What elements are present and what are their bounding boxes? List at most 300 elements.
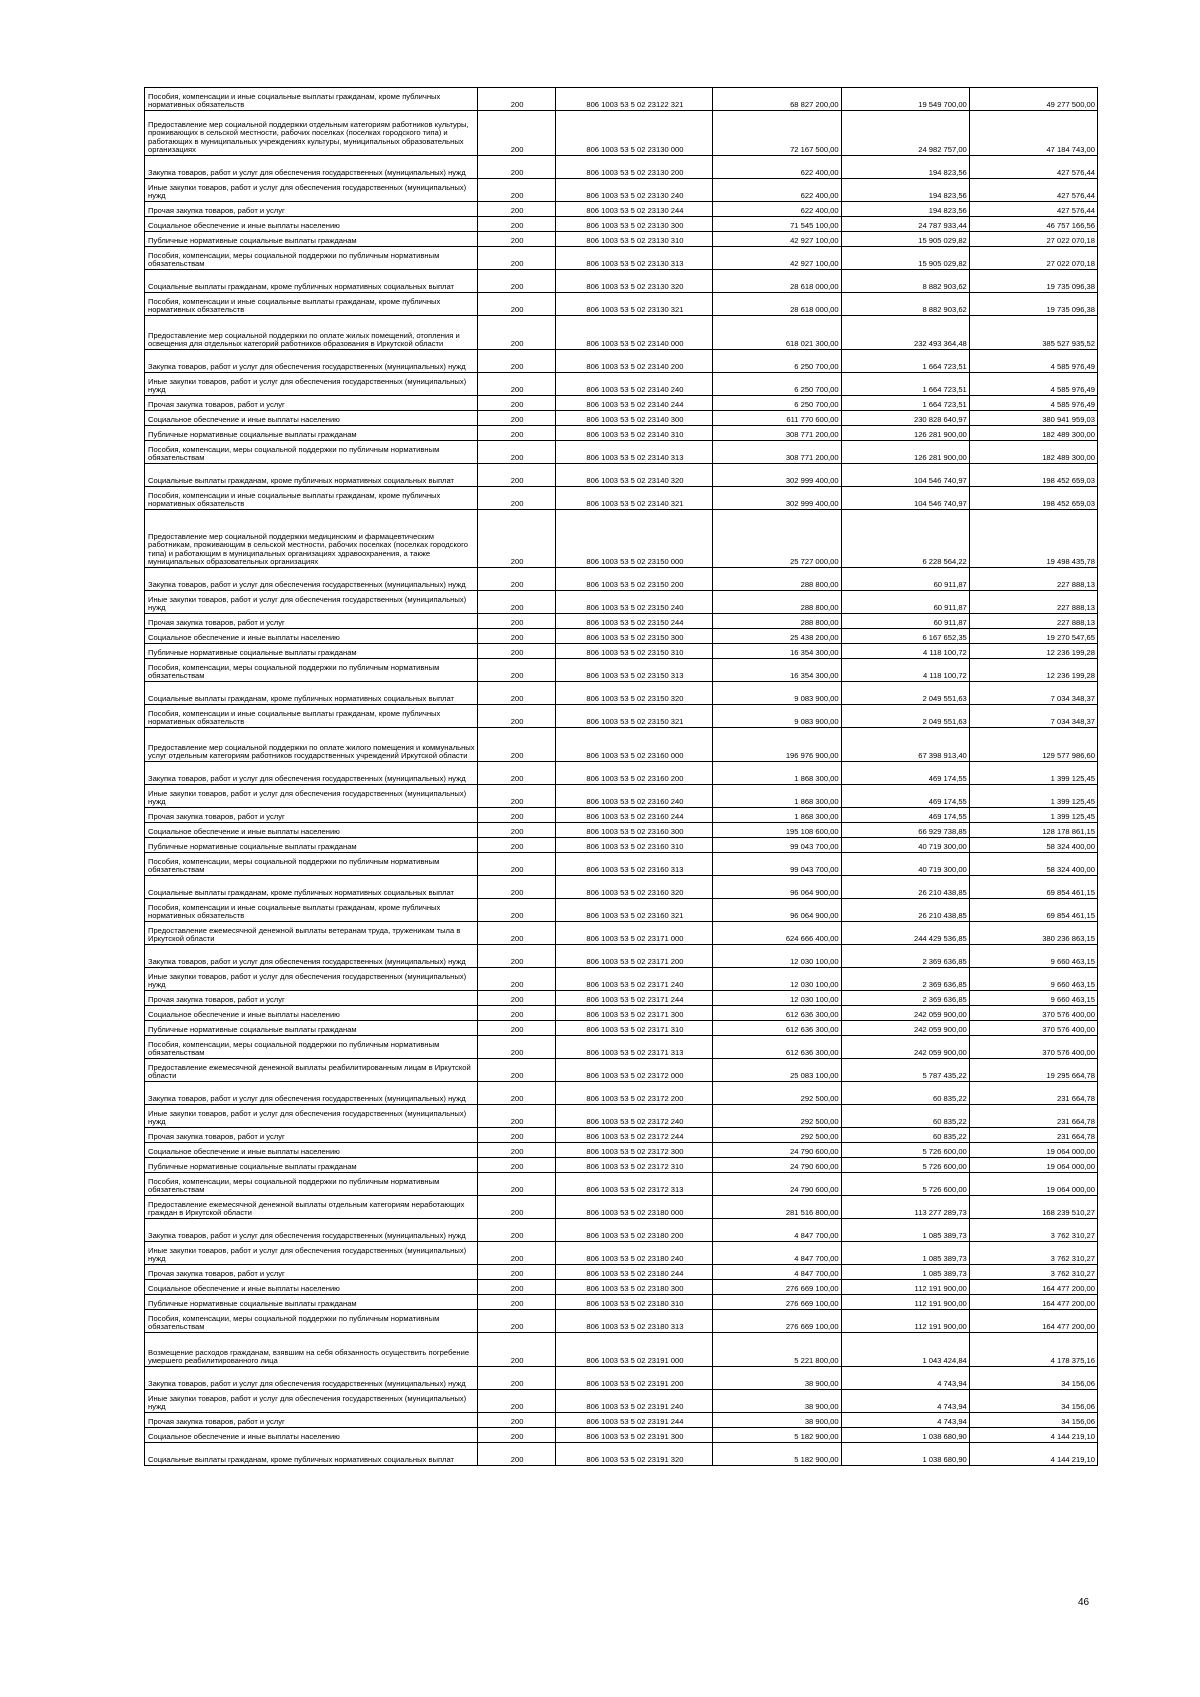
cell-line-code: 200 [477, 156, 556, 179]
cell-line-code: 200 [477, 350, 556, 373]
table-row [145, 785, 1098, 808]
cell-budget-code: 806 1003 53 5 02 23180 310 [556, 1295, 713, 1310]
cell-line-code: 200 [477, 823, 556, 838]
cell-line-code: 200 [477, 510, 556, 568]
cell-line-code: 200 [477, 111, 556, 156]
table-row [145, 1059, 1098, 1082]
cell-unexecuted-amount: 4 144 219,10 [969, 1443, 1097, 1466]
cell-budget-code: 806 1003 53 5 02 23140 310 [556, 426, 713, 441]
cell-unexecuted-amount: 182 489 300,00 [969, 426, 1097, 441]
cell-name: Иные закупки товаров, работ и услуг для обеспечения государственных (муниципальных) нужд [145, 1105, 478, 1128]
cell-line-code: 200 [477, 1128, 556, 1143]
cell-executed-amount: 1 085 389,73 [841, 1265, 969, 1280]
cell-budget-code: 806 1003 53 5 02 23191 320 [556, 1443, 713, 1466]
table-row [145, 682, 1098, 705]
cell-name: Предоставление ежемесячной денежной выплаты реабилитированным лицам в Иркутской области [145, 1059, 478, 1082]
cell-executed-amount: 1 664 723,51 [841, 350, 969, 373]
cell-approved-amount: 1 868 300,00 [713, 808, 841, 823]
cell-line-code: 200 [477, 217, 556, 232]
cell-executed-amount: 1 043 424,84 [841, 1333, 969, 1367]
cell-name: Закупка товаров, работ и услуг для обеспечения государственных (муниципальных) нужд [145, 1082, 478, 1105]
cell-unexecuted-amount: 19 735 096,38 [969, 270, 1097, 293]
cell-executed-amount: 1 038 680,90 [841, 1443, 969, 1466]
cell-approved-amount: 1 868 300,00 [713, 785, 841, 808]
cell-unexecuted-amount: 19 064 000,00 [969, 1143, 1097, 1158]
cell-name: Иные закупки товаров, работ и услуг для обеспечения государственных (муниципальных) нужд [145, 179, 478, 202]
cell-name: Иные закупки товаров, работ и услуг для обеспечения государственных (муниципальных) нужд [145, 785, 478, 808]
cell-line-code: 200 [477, 922, 556, 945]
cell-approved-amount: 288 800,00 [713, 614, 841, 629]
cell-name: Публичные нормативные социальные выплаты гражданам [145, 1158, 478, 1173]
cell-unexecuted-amount: 34 156,06 [969, 1390, 1097, 1413]
cell-unexecuted-amount: 19 064 000,00 [969, 1173, 1097, 1196]
cell-line-code: 200 [477, 373, 556, 396]
cell-name: Публичные нормативные социальные выплаты гражданам [145, 838, 478, 853]
cell-executed-amount: 19 549 700,00 [841, 88, 969, 111]
cell-line-code: 200 [477, 247, 556, 270]
cell-executed-amount: 2 049 551,63 [841, 705, 969, 728]
cell-executed-amount: 67 398 913,40 [841, 728, 969, 762]
table-row [145, 922, 1098, 945]
cell-line-code: 200 [477, 1196, 556, 1219]
cell-executed-amount: 15 905 029,82 [841, 232, 969, 247]
cell-executed-amount: 242 059 900,00 [841, 1036, 969, 1059]
cell-budget-code: 806 1003 53 5 02 23191 000 [556, 1333, 713, 1367]
cell-approved-amount: 12 030 100,00 [713, 968, 841, 991]
cell-name: Предоставление ежемесячной денежной выплаты ветеранам труда, труженикам тыла в Иркутской области [145, 922, 478, 945]
cell-unexecuted-amount: 198 452 659,03 [969, 487, 1097, 510]
cell-budget-code: 806 1003 53 5 02 23160 300 [556, 823, 713, 838]
cell-unexecuted-amount: 128 178 861,15 [969, 823, 1097, 838]
cell-budget-code: 806 1003 53 5 02 23140 000 [556, 316, 713, 350]
cell-executed-amount: 8 882 903,62 [841, 293, 969, 316]
cell-unexecuted-amount: 27 022 070,18 [969, 247, 1097, 270]
cell-executed-amount: 60 911,87 [841, 568, 969, 591]
cell-executed-amount: 1 664 723,51 [841, 373, 969, 396]
table-row [145, 111, 1098, 156]
cell-unexecuted-amount: 3 762 310,27 [969, 1265, 1097, 1280]
table-row [145, 179, 1098, 202]
cell-approved-amount: 4 847 700,00 [713, 1265, 841, 1280]
table-row [145, 1367, 1098, 1390]
cell-name: Социальное обеспечение и иные выплаты населению [145, 1143, 478, 1158]
cell-budget-code: 806 1003 53 5 02 23130 313 [556, 247, 713, 270]
cell-line-code: 200 [477, 1242, 556, 1265]
cell-line-code: 200 [477, 1295, 556, 1310]
cell-line-code: 200 [477, 1158, 556, 1173]
cell-executed-amount: 1 664 723,51 [841, 396, 969, 411]
cell-executed-amount: 8 882 903,62 [841, 270, 969, 293]
cell-approved-amount: 281 516 800,00 [713, 1196, 841, 1219]
cell-line-code: 200 [477, 629, 556, 644]
table-row [145, 1413, 1098, 1428]
cell-executed-amount: 194 823,56 [841, 179, 969, 202]
cell-unexecuted-amount: 164 477 200,00 [969, 1295, 1097, 1310]
cell-approved-amount: 292 500,00 [713, 1105, 841, 1128]
cell-approved-amount: 288 800,00 [713, 568, 841, 591]
cell-name: Закупка товаров, работ и услуг для обеспечения государственных (муниципальных) нужд [145, 568, 478, 591]
table-row [145, 1173, 1098, 1196]
cell-budget-code: 806 1003 53 5 02 23150 310 [556, 644, 713, 659]
cell-approved-amount: 24 790 600,00 [713, 1143, 841, 1158]
cell-executed-amount: 60 911,87 [841, 614, 969, 629]
cell-executed-amount: 1 085 389,73 [841, 1242, 969, 1265]
table-row [145, 1082, 1098, 1105]
cell-approved-amount: 24 790 600,00 [713, 1173, 841, 1196]
cell-name: Закупка товаров, работ и услуг для обеспечения государственных (муниципальных) нужд [145, 945, 478, 968]
table-row [145, 1219, 1098, 1242]
cell-approved-amount: 99 043 700,00 [713, 838, 841, 853]
table-row [145, 659, 1098, 682]
cell-unexecuted-amount: 231 664,78 [969, 1128, 1097, 1143]
cell-name: Иные закупки товаров, работ и услуг для обеспечения государственных (муниципальных) нужд [145, 591, 478, 614]
cell-line-code: 200 [477, 293, 556, 316]
cell-name: Социальные выплаты гражданам, кроме публичных нормативных социальных выплат [145, 876, 478, 899]
cell-name: Закупка товаров, работ и услуг для обеспечения государственных (муниципальных) нужд [145, 762, 478, 785]
cell-budget-code: 806 1003 53 5 02 23160 244 [556, 808, 713, 823]
cell-unexecuted-amount: 4 585 976,49 [969, 396, 1097, 411]
cell-line-code: 200 [477, 1059, 556, 1082]
cell-executed-amount: 2 369 636,85 [841, 991, 969, 1006]
cell-budget-code: 806 1003 53 5 02 23160 320 [556, 876, 713, 899]
cell-budget-code: 806 1003 53 5 02 23160 200 [556, 762, 713, 785]
cell-line-code: 200 [477, 1280, 556, 1295]
cell-approved-amount: 24 790 600,00 [713, 1158, 841, 1173]
cell-executed-amount: 126 281 900,00 [841, 426, 969, 441]
cell-line-code: 200 [477, 202, 556, 217]
cell-name: Социальное обеспечение и иные выплаты населению [145, 823, 478, 838]
table-row [145, 316, 1098, 350]
cell-line-code: 200 [477, 991, 556, 1006]
cell-unexecuted-amount: 19 270 547,65 [969, 629, 1097, 644]
cell-line-code: 200 [477, 1036, 556, 1059]
cell-approved-amount: 302 999 400,00 [713, 464, 841, 487]
cell-unexecuted-amount: 9 660 463,15 [969, 991, 1097, 1006]
cell-executed-amount: 112 191 900,00 [841, 1310, 969, 1333]
table-row [145, 373, 1098, 396]
cell-executed-amount: 26 210 438,85 [841, 899, 969, 922]
cell-unexecuted-amount: 380 941 959,03 [969, 411, 1097, 426]
cell-budget-code: 806 1003 53 5 02 23191 300 [556, 1428, 713, 1443]
cell-executed-amount: 2 369 636,85 [841, 945, 969, 968]
cell-line-code: 200 [477, 568, 556, 591]
cell-line-code: 200 [477, 1143, 556, 1158]
cell-executed-amount: 15 905 029,82 [841, 247, 969, 270]
cell-budget-code: 806 1003 53 5 02 23140 321 [556, 487, 713, 510]
cell-budget-code: 806 1003 53 5 02 23140 320 [556, 464, 713, 487]
cell-name: Социальные выплаты гражданам, кроме публичных нормативных социальных выплат [145, 682, 478, 705]
cell-name: Предоставление ежемесячной денежной выплаты отдельным категориям неработающих граждан в Иркутской области [145, 1196, 478, 1219]
cell-executed-amount: 40 719 300,00 [841, 853, 969, 876]
cell-name: Пособия, компенсации, меры социальной поддержки по публичным нормативным обязательствам [145, 247, 478, 270]
cell-budget-code: 806 1003 53 5 02 23172 313 [556, 1173, 713, 1196]
cell-unexecuted-amount: 227 888,13 [969, 591, 1097, 614]
table-row [145, 1265, 1098, 1280]
table-row [145, 1128, 1098, 1143]
cell-approved-amount: 38 900,00 [713, 1367, 841, 1390]
cell-approved-amount: 4 847 700,00 [713, 1219, 841, 1242]
budget-execution-table [144, 87, 1098, 1466]
cell-unexecuted-amount: 182 489 300,00 [969, 441, 1097, 464]
cell-line-code: 200 [477, 487, 556, 510]
cell-budget-code: 806 1003 53 5 02 23140 240 [556, 373, 713, 396]
table-row [145, 1428, 1098, 1443]
cell-executed-amount: 112 191 900,00 [841, 1280, 969, 1295]
cell-budget-code: 806 1003 53 5 02 23150 200 [556, 568, 713, 591]
cell-approved-amount: 195 108 600,00 [713, 823, 841, 838]
cell-name: Пособия, компенсации, меры социальной поддержки по публичным нормативным обязательствам [145, 853, 478, 876]
cell-approved-amount: 288 800,00 [713, 591, 841, 614]
cell-unexecuted-amount: 9 660 463,15 [969, 968, 1097, 991]
cell-line-code: 200 [477, 614, 556, 629]
cell-approved-amount: 38 900,00 [713, 1413, 841, 1428]
table-row [145, 1006, 1098, 1021]
cell-approved-amount: 5 182 900,00 [713, 1443, 841, 1466]
table-row [145, 1143, 1098, 1158]
cell-budget-code: 806 1003 53 5 02 23150 320 [556, 682, 713, 705]
cell-budget-code: 806 1003 53 5 02 23160 313 [556, 853, 713, 876]
cell-budget-code: 806 1003 53 5 02 23172 310 [556, 1158, 713, 1173]
cell-unexecuted-amount: 231 664,78 [969, 1105, 1097, 1128]
cell-executed-amount: 126 281 900,00 [841, 441, 969, 464]
cell-unexecuted-amount: 19 295 664,78 [969, 1059, 1097, 1082]
cell-executed-amount: 1 038 680,90 [841, 1428, 969, 1443]
cell-budget-code: 806 1003 53 5 02 23180 000 [556, 1196, 713, 1219]
cell-approved-amount: 96 064 900,00 [713, 876, 841, 899]
cell-budget-code: 806 1003 53 5 02 23171 300 [556, 1006, 713, 1021]
cell-unexecuted-amount: 4 585 976,49 [969, 373, 1097, 396]
cell-budget-code: 806 1003 53 5 02 23180 240 [556, 1242, 713, 1265]
cell-line-code: 200 [477, 1021, 556, 1036]
cell-budget-code: 806 1003 53 5 02 23130 321 [556, 293, 713, 316]
cell-line-code: 200 [477, 968, 556, 991]
cell-unexecuted-amount: 19 735 096,38 [969, 293, 1097, 316]
cell-line-code: 200 [477, 853, 556, 876]
cell-budget-code: 806 1003 53 5 02 23171 244 [556, 991, 713, 1006]
cell-approved-amount: 308 771 200,00 [713, 426, 841, 441]
cell-approved-amount: 25 438 200,00 [713, 629, 841, 644]
cell-approved-amount: 611 770 600,00 [713, 411, 841, 426]
cell-approved-amount: 624 666 400,00 [713, 922, 841, 945]
cell-name: Прочая закупка товаров, работ и услуг [145, 1265, 478, 1280]
cell-name: Пособия, компенсации, меры социальной поддержки по публичным нормативным обязательствам [145, 1310, 478, 1333]
cell-line-code: 200 [477, 1310, 556, 1333]
cell-unexecuted-amount: 168 239 510,27 [969, 1196, 1097, 1219]
cell-budget-code: 806 1003 53 5 02 23180 244 [556, 1265, 713, 1280]
cell-approved-amount: 276 669 100,00 [713, 1310, 841, 1333]
cell-name: Предоставление мер социальной поддержки по оплате жилого помещения и коммунальных услуг отдельным категориям работников государственных учреждений Иркутской области [145, 728, 478, 762]
cell-line-code: 200 [477, 808, 556, 823]
table-row [145, 1242, 1098, 1265]
cell-name: Публичные нормативные социальные выплаты гражданам [145, 1295, 478, 1310]
cell-name: Пособия, компенсации, меры социальной поддержки по публичным нормативным обязательствам [145, 1036, 478, 1059]
cell-name: Публичные нормативные социальные выплаты гражданам [145, 426, 478, 441]
cell-line-code: 200 [477, 1333, 556, 1367]
cell-line-code: 200 [477, 316, 556, 350]
cell-budget-code: 806 1003 53 5 02 23172 240 [556, 1105, 713, 1128]
cell-line-code: 200 [477, 1082, 556, 1105]
cell-budget-code: 806 1003 53 5 02 23171 000 [556, 922, 713, 945]
cell-line-code: 200 [477, 728, 556, 762]
cell-unexecuted-amount: 427 576,44 [969, 156, 1097, 179]
cell-executed-amount: 6 167 652,35 [841, 629, 969, 644]
cell-executed-amount: 40 719 300,00 [841, 838, 969, 853]
cell-unexecuted-amount: 129 577 986,60 [969, 728, 1097, 762]
cell-line-code: 200 [477, 232, 556, 247]
cell-unexecuted-amount: 69 854 461,15 [969, 876, 1097, 899]
cell-budget-code: 806 1003 53 5 02 23191 240 [556, 1390, 713, 1413]
cell-executed-amount: 5 726 600,00 [841, 1173, 969, 1196]
cell-line-code: 200 [477, 1006, 556, 1021]
cell-budget-code: 806 1003 53 5 02 23150 313 [556, 659, 713, 682]
cell-budget-code: 806 1003 53 5 02 23160 321 [556, 899, 713, 922]
cell-unexecuted-amount: 7 034 348,37 [969, 705, 1097, 728]
table-row [145, 232, 1098, 247]
table-row [145, 1295, 1098, 1310]
cell-name: Закупка товаров, работ и услуг для обеспечения государственных (муниципальных) нужд [145, 350, 478, 373]
cell-unexecuted-amount: 4 178 375,16 [969, 1333, 1097, 1367]
cell-unexecuted-amount: 1 399 125,45 [969, 785, 1097, 808]
cell-unexecuted-amount: 1 399 125,45 [969, 762, 1097, 785]
cell-budget-code: 806 1003 53 5 02 23140 200 [556, 350, 713, 373]
cell-unexecuted-amount: 198 452 659,03 [969, 464, 1097, 487]
cell-budget-code: 806 1003 53 5 02 23171 240 [556, 968, 713, 991]
table-row [145, 1333, 1098, 1367]
cell-line-code: 200 [477, 441, 556, 464]
table-row [145, 762, 1098, 785]
cell-budget-code: 806 1003 53 5 02 23180 200 [556, 1219, 713, 1242]
table-row [145, 899, 1098, 922]
cell-approved-amount: 68 827 200,00 [713, 88, 841, 111]
table-row [145, 396, 1098, 411]
cell-name: Предоставление мер социальной поддержки отдельным категориям работников культуры, проживающих в сельской местности, рабочих поселках (поселках городского типа) и работающих в муниципальных учреждениях культуры, муниципальных образовательных организациях [145, 111, 478, 156]
table-row [145, 644, 1098, 659]
cell-line-code: 200 [477, 762, 556, 785]
table-row [145, 441, 1098, 464]
cell-unexecuted-amount: 4 585 976,49 [969, 350, 1097, 373]
cell-line-code: 200 [477, 88, 556, 111]
cell-executed-amount: 24 982 757,00 [841, 111, 969, 156]
cell-budget-code: 806 1003 53 5 02 23150 300 [556, 629, 713, 644]
cell-executed-amount: 112 191 900,00 [841, 1295, 969, 1310]
cell-unexecuted-amount: 3 762 310,27 [969, 1219, 1097, 1242]
cell-unexecuted-amount: 370 576 400,00 [969, 1006, 1097, 1021]
cell-name: Иные закупки товаров, работ и услуг для обеспечения государственных (муниципальных) нужд [145, 1242, 478, 1265]
cell-unexecuted-amount: 34 156,06 [969, 1367, 1097, 1390]
cell-line-code: 200 [477, 705, 556, 728]
cell-name: Социальное обеспечение и иные выплаты населению [145, 1280, 478, 1295]
cell-executed-amount: 194 823,56 [841, 156, 969, 179]
cell-unexecuted-amount: 231 664,78 [969, 1082, 1097, 1105]
cell-name: Социальное обеспечение и иные выплаты населению [145, 629, 478, 644]
cell-budget-code: 806 1003 53 5 02 23140 244 [556, 396, 713, 411]
cell-unexecuted-amount: 19 064 000,00 [969, 1158, 1097, 1173]
cell-executed-amount: 104 546 740,97 [841, 487, 969, 510]
cell-executed-amount: 4 118 100,72 [841, 644, 969, 659]
table-row [145, 1036, 1098, 1059]
cell-executed-amount: 230 828 640,97 [841, 411, 969, 426]
cell-unexecuted-amount: 34 156,06 [969, 1413, 1097, 1428]
cell-unexecuted-amount: 3 762 310,27 [969, 1242, 1097, 1265]
table-row [145, 591, 1098, 614]
cell-name: Пособия, компенсации и иные социальные выплаты гражданам, кроме публичных нормативных обязательств [145, 487, 478, 510]
cell-line-code: 200 [477, 411, 556, 426]
cell-name: Публичные нормативные социальные выплаты гражданам [145, 644, 478, 659]
cell-line-code: 200 [477, 1413, 556, 1428]
cell-budget-code: 806 1003 53 5 02 23130 240 [556, 179, 713, 202]
cell-executed-amount: 2 369 636,85 [841, 968, 969, 991]
cell-approved-amount: 96 064 900,00 [713, 899, 841, 922]
cell-line-code: 200 [477, 1105, 556, 1128]
cell-name: Прочая закупка товаров, работ и услуг [145, 614, 478, 629]
table-row [145, 1105, 1098, 1128]
cell-name: Публичные нормативные социальные выплаты гражданам [145, 232, 478, 247]
cell-approved-amount: 42 927 100,00 [713, 232, 841, 247]
cell-budget-code: 806 1003 53 5 02 23140 300 [556, 411, 713, 426]
cell-name: Прочая закупка товаров, работ и услуг [145, 991, 478, 1006]
cell-approved-amount: 99 043 700,00 [713, 853, 841, 876]
cell-unexecuted-amount: 227 888,13 [969, 614, 1097, 629]
table-row [145, 1021, 1098, 1036]
cell-budget-code: 806 1003 53 5 02 23191 244 [556, 1413, 713, 1428]
cell-name: Пособия, компенсации и иные социальные выплаты гражданам, кроме публичных нормативных обязательств [145, 899, 478, 922]
cell-unexecuted-amount: 9 660 463,15 [969, 945, 1097, 968]
cell-unexecuted-amount: 370 576 400,00 [969, 1021, 1097, 1036]
cell-name: Закупка товаров, работ и услуг для обеспечения государственных (муниципальных) нужд [145, 1367, 478, 1390]
cell-executed-amount: 5 726 600,00 [841, 1158, 969, 1173]
cell-approved-amount: 276 669 100,00 [713, 1295, 841, 1310]
cell-approved-amount: 1 868 300,00 [713, 762, 841, 785]
table-row [145, 464, 1098, 487]
cell-approved-amount: 292 500,00 [713, 1082, 841, 1105]
cell-budget-code: 806 1003 53 5 02 23140 313 [556, 441, 713, 464]
table-row [145, 1280, 1098, 1295]
cell-approved-amount: 308 771 200,00 [713, 441, 841, 464]
cell-budget-code: 806 1003 53 5 02 23130 300 [556, 217, 713, 232]
cell-line-code: 200 [477, 659, 556, 682]
table-row [145, 705, 1098, 728]
cell-budget-code: 806 1003 53 5 02 23172 300 [556, 1143, 713, 1158]
table-body [145, 88, 1098, 1466]
table-row [145, 350, 1098, 373]
cell-budget-code: 806 1003 53 5 02 23130 200 [556, 156, 713, 179]
cell-name: Прочая закупка товаров, работ и услуг [145, 1128, 478, 1143]
cell-unexecuted-amount: 164 477 200,00 [969, 1280, 1097, 1295]
table-row [145, 853, 1098, 876]
cell-approved-amount: 622 400,00 [713, 202, 841, 217]
cell-name: Публичные нормативные социальные выплаты гражданам [145, 1021, 478, 1036]
cell-approved-amount: 276 669 100,00 [713, 1280, 841, 1295]
cell-executed-amount: 4 743,94 [841, 1390, 969, 1413]
table-row [145, 426, 1098, 441]
cell-unexecuted-amount: 19 498 435,78 [969, 510, 1097, 568]
cell-executed-amount: 60 835,22 [841, 1105, 969, 1128]
cell-approved-amount: 9 083 900,00 [713, 682, 841, 705]
table-row [145, 1443, 1098, 1466]
table-row [145, 876, 1098, 899]
cell-name: Социальное обеспечение и иные выплаты населению [145, 217, 478, 232]
cell-name: Предоставление мер социальной поддержки медицинским и фармацевтическим работникам, проживающим в сельской местности, рабочих поселках (поселках городского типа) и работающим в муниципальных организациях здравоохранения, а также муниципальных образовательных организациях [145, 510, 478, 568]
cell-approved-amount: 612 636 300,00 [713, 1021, 841, 1036]
cell-approved-amount: 12 030 100,00 [713, 991, 841, 1006]
cell-unexecuted-amount: 227 888,13 [969, 568, 1097, 591]
cell-name: Пособия, компенсации и иные социальные выплаты гражданам, кроме публичных нормативных обязательств [145, 293, 478, 316]
cell-budget-code: 806 1003 53 5 02 23150 244 [556, 614, 713, 629]
cell-executed-amount: 113 277 289,73 [841, 1196, 969, 1219]
table-row [145, 568, 1098, 591]
cell-line-code: 200 [477, 644, 556, 659]
cell-unexecuted-amount: 385 527 935,52 [969, 316, 1097, 350]
